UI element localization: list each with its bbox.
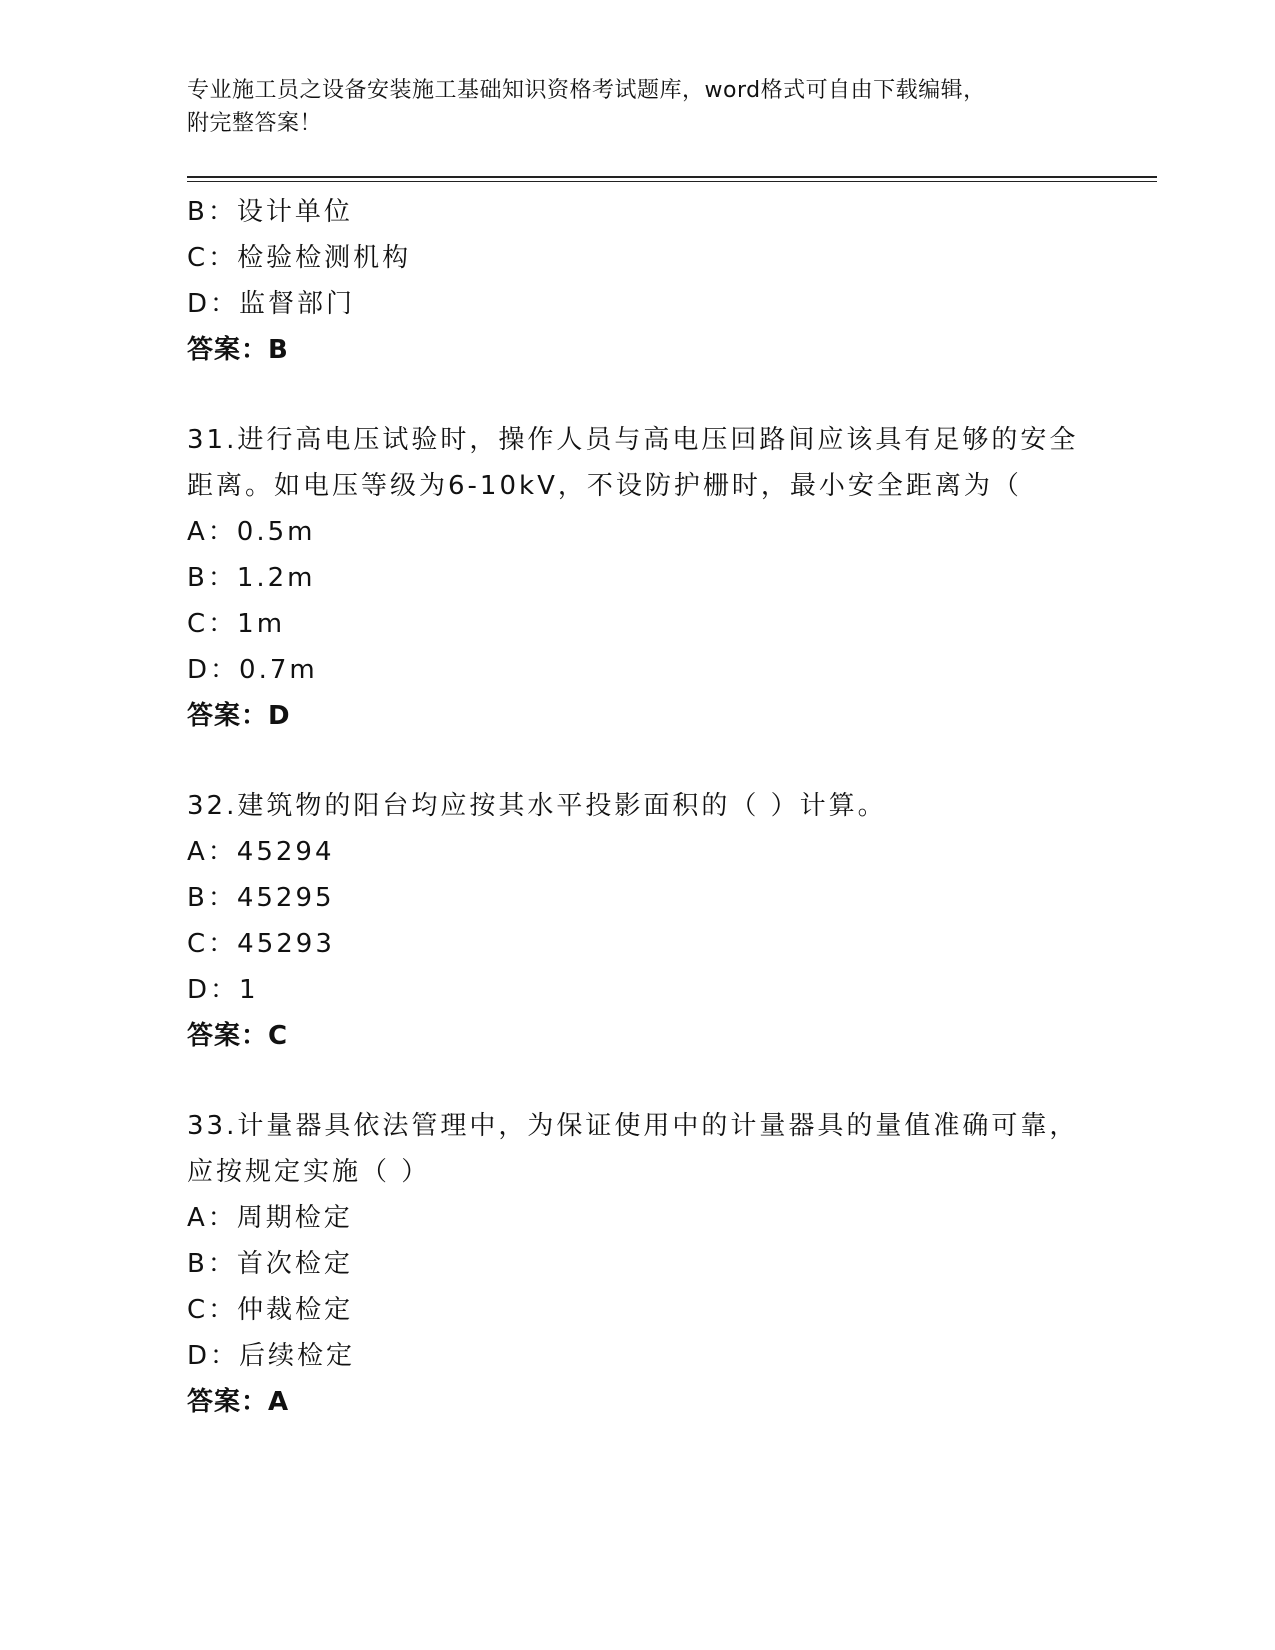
question-text-line-1: 33.计量器具依法管理中，为保证使用中的计量器具的量值准确可靠， bbox=[187, 1111, 1079, 1141]
answer-line: 答案：D bbox=[187, 701, 291, 731]
question-text-line-2: 距离。如电压等级为6-10kV，不设防护栅时，最小安全距离为（ bbox=[187, 471, 1022, 501]
option-c: C：45293 bbox=[187, 929, 335, 959]
option-a: A：0.5m bbox=[187, 517, 316, 547]
question-30-tail bbox=[187, 189, 1087, 373]
question-31 bbox=[187, 417, 1087, 739]
question-text-line-1: 32.建筑物的阳台均应按其水平投影面积的（ ）计算。 bbox=[187, 791, 887, 821]
option-d: D：监督部门 bbox=[187, 289, 356, 319]
option-d: D：1 bbox=[187, 975, 259, 1005]
header-line-1: 专业施工员之设备安装施工基础知识资格考试题库，word格式可自由下载编辑， bbox=[187, 78, 986, 103]
question-32 bbox=[187, 783, 1087, 1059]
option-b: B：45295 bbox=[187, 883, 335, 913]
option-b: B：1.2m bbox=[187, 563, 316, 593]
option-c: C：1m bbox=[187, 609, 286, 639]
question-text bbox=[187, 1103, 1087, 1195]
header-divider-thin bbox=[187, 181, 1157, 182]
option-d: D：后续检定 bbox=[187, 1341, 356, 1371]
question-list bbox=[187, 189, 1087, 1425]
option-a: A：周期检定 bbox=[187, 1203, 353, 1233]
question-33 bbox=[187, 1103, 1087, 1425]
question-text-line-1: 31.进行高电压试验时，操作人员与高电压回路间应该具有足够的安全 bbox=[187, 425, 1079, 455]
option-a: A：45294 bbox=[187, 837, 335, 867]
answer-line: 答案：B bbox=[187, 335, 289, 365]
answer-line: 答案：A bbox=[187, 1387, 290, 1417]
header-line-2: 附完整答案！ bbox=[187, 111, 323, 136]
question-text bbox=[187, 783, 1087, 829]
document-header bbox=[187, 74, 1067, 140]
header-divider-thick bbox=[187, 176, 1157, 178]
option-b: B：首次检定 bbox=[187, 1249, 353, 1279]
option-c: C：仲裁检定 bbox=[187, 1295, 354, 1325]
question-text-line-2: 应按规定实施（ ） bbox=[187, 1157, 431, 1187]
option-b: B：设计单位 bbox=[187, 197, 353, 227]
option-d: D：0.7m bbox=[187, 655, 318, 685]
question-text bbox=[187, 417, 1087, 509]
answer-line: 答案：C bbox=[187, 1021, 289, 1051]
option-c: C：检验检测机构 bbox=[187, 243, 412, 273]
